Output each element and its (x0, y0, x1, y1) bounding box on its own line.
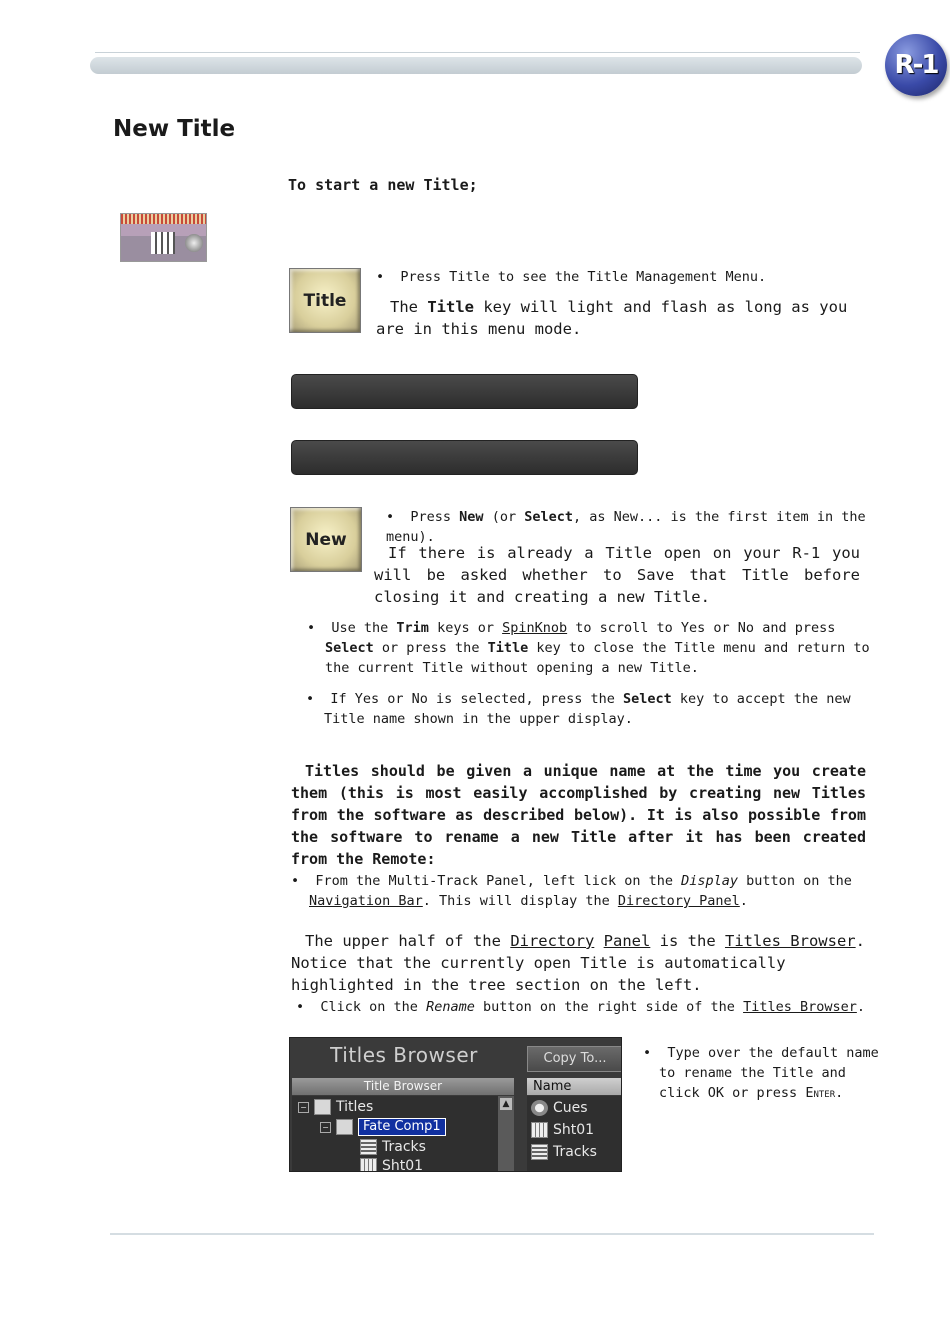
tracks-icon (531, 1144, 548, 1160)
sheet-icon (360, 1158, 377, 1172)
list-item-label: Tracks (553, 1144, 597, 1160)
tree-item-label: Tracks (382, 1139, 426, 1155)
titles-browser-link-2[interactable]: Titles Browser (743, 999, 857, 1015)
title-tree (292, 1096, 498, 1171)
t: New (459, 509, 484, 525)
t: or press the (373, 640, 488, 656)
t: button on the right side of the (474, 999, 744, 1015)
t: . (856, 999, 865, 1015)
bullet-rename: • Click on the Rename button on the right side of the Titles Browser. (296, 999, 865, 1015)
sheet-icon (531, 1122, 548, 1138)
t: (or (483, 509, 525, 525)
step2-paragraph: If there is already a Title open on your R-1 you will be asked whether to Save that Title before closing it and creating a new Title. (374, 544, 860, 606)
tree-item-label: Sht01 (382, 1158, 424, 1172)
browser-paragraph (291, 930, 866, 996)
t: . (835, 1085, 844, 1101)
t: key will light and flash as long as you are in this menu mode. (376, 298, 848, 338)
lower-display (291, 440, 638, 475)
list-item[interactable] (531, 1143, 597, 1161)
section-subtitle: To start a new Title; (288, 176, 478, 194)
t: Select (524, 509, 573, 525)
t: Type over the default name to rename the Title and click OK or press (659, 1045, 879, 1101)
copy-to-button[interactable]: Copy To... (527, 1046, 622, 1072)
t: key to close the Title menu and return to the current Title without opening a new Title. (325, 640, 870, 676)
new-key-label: New (305, 529, 347, 550)
browser-title: Titles Browser (330, 1043, 478, 1067)
t: If Yes or No is selected, press the (330, 691, 623, 707)
t: The (390, 298, 428, 316)
page-title: New Title (113, 116, 236, 142)
t: Select (623, 691, 672, 707)
bullet-trim: • Use the Trim keys or SpinKnob to scroll to Yes or No and press Select or press the Title key to close the Title menu and return to the current Title without opening a new Title. (307, 620, 870, 676)
expand-icon[interactable]: − (320, 1122, 331, 1133)
name-column-header[interactable]: Name (527, 1078, 622, 1095)
t: . (739, 893, 748, 909)
name-list (527, 1096, 621, 1171)
t: Title (427, 298, 474, 316)
cues-icon (531, 1100, 548, 1116)
titles-browser-link[interactable]: Titles Browser (724, 932, 856, 950)
device-knob (185, 234, 203, 252)
logo-text: R-1 (894, 50, 938, 80)
navigation-bar-link[interactable]: Navigation Bar (309, 893, 423, 909)
tracks-icon (360, 1139, 377, 1155)
t: Rename (426, 999, 475, 1015)
tree-item-label: Titles (336, 1099, 374, 1115)
new-key (290, 507, 362, 572)
t: , as New... is the first item in the menu). (386, 509, 866, 545)
t: Enter (805, 1085, 836, 1101)
upper-display (291, 374, 638, 409)
t: The upper half of the (305, 932, 511, 950)
device-faders (121, 214, 206, 224)
title-icon (336, 1119, 353, 1135)
footer-rule (110, 1233, 874, 1235)
t (594, 932, 603, 950)
remote-device-image (120, 213, 207, 262)
r1-logo (885, 34, 947, 96)
t: Display (681, 873, 739, 889)
bullet-display: • From the Multi-Track Panel, left lick on the Display button on the Navigation Bar. This will display the Directory Panel. (291, 873, 852, 909)
t: . Notice that the currently open Title is automatically highlighted in the tree section on the left. (291, 932, 865, 994)
bold-paragraph: Titles should be given a unique name at the time you create them (this is most easily accomplished by creating new Titles from the software as described below). It is also possible from the software to rename a new Title after it has been created from the Remote: (291, 762, 866, 868)
header-rule (95, 52, 860, 53)
expand-icon[interactable]: − (298, 1102, 309, 1113)
directory-link[interactable]: Directory (510, 932, 595, 950)
tree-item[interactable] (360, 1138, 426, 1156)
device-keypad (151, 232, 175, 254)
title-key (289, 268, 361, 333)
tree-item[interactable] (360, 1157, 423, 1172)
directory-panel-link[interactable]: Directory Panel (617, 893, 740, 909)
t: Trim (396, 620, 429, 636)
tree-scrollbar[interactable] (498, 1096, 514, 1171)
scroll-up-icon[interactable]: ▲ (500, 1098, 512, 1110)
list-item-label: Sht01 (553, 1122, 595, 1138)
step1-bullet: • Press Title to see the Title Management Menu. (376, 269, 767, 285)
t: Select (325, 640, 374, 656)
list-item[interactable] (531, 1099, 588, 1117)
t: Click on the (320, 999, 427, 1015)
t: From the Multi-Track Panel, left lick on the (315, 873, 682, 889)
tree-header: Title Browser (292, 1078, 514, 1095)
step1-paragraph (376, 296, 866, 340)
step2-bullet: • Press New (or Select, as New... is the first item in the menu). (386, 509, 866, 545)
t: button on the (738, 873, 852, 889)
list-item-label: Cues (553, 1100, 588, 1116)
list-item[interactable] (531, 1121, 594, 1139)
panel-link[interactable]: Panel (603, 932, 651, 950)
t: keys or (428, 620, 503, 636)
rename-field[interactable]: Fate Comp1 (358, 1118, 446, 1136)
title-key-label: Title (303, 290, 347, 311)
t: is the (650, 932, 725, 950)
t: . This will display the (422, 893, 618, 909)
titles-browser-screenshot (289, 1037, 622, 1172)
bullet-select: • If Yes or No is selected, press the Select key to accept the new Title name shown in the upper display. (306, 691, 851, 727)
t: key to accept the new Title name shown in the upper display. (324, 691, 851, 727)
t: Title (487, 640, 529, 656)
header-bar (90, 57, 862, 74)
bullet-type-over: • Type over the default name to rename the Title and click OK or press Enter. (643, 1045, 879, 1101)
t: Press (410, 509, 460, 525)
tree-item[interactable] (298, 1098, 373, 1116)
folder-icon (314, 1099, 331, 1115)
t: Use the (331, 620, 397, 636)
tree-item-selected[interactable] (320, 1118, 446, 1136)
step1-bullet-text: Press Title to see the Title Management Menu. (400, 269, 767, 285)
spinknob-link[interactable]: SpinKnob (502, 620, 568, 636)
t: to scroll to Yes or No and press (567, 620, 836, 636)
